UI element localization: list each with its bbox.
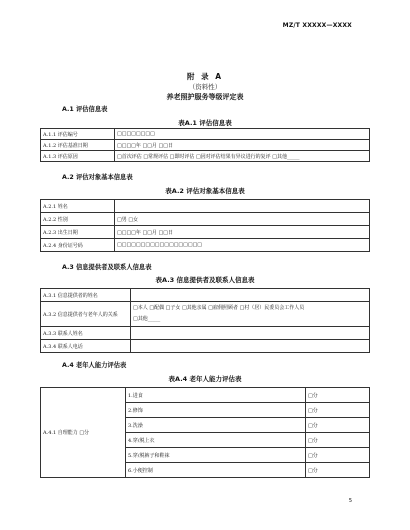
table-cell-label: A.1.2 评估基准日期 xyxy=(41,140,115,151)
annex-name: 养老照护服务等级评定表 xyxy=(166,93,244,101)
table-cell-label: A.1.3 评估原因 xyxy=(41,151,115,162)
table-cell-value[interactable]: □□□□□□□□□□□□□□□□□□ xyxy=(115,239,370,252)
table-a1 xyxy=(40,128,370,162)
annex-note: （资料性） xyxy=(188,83,222,91)
table-a3 xyxy=(40,288,370,353)
section-a1-heading: A.1 评估信息表 xyxy=(62,106,108,113)
table-cell-value[interactable] xyxy=(131,327,370,340)
table-row xyxy=(41,327,370,340)
table-a4-caption: 表A.4 老年人能力评估表 xyxy=(168,375,242,383)
table-cell-label: A.3.1 信息提供者的姓名 xyxy=(41,289,131,302)
page-number: 5 xyxy=(348,498,352,504)
table-cell-label: A.3.3 联系人姓名 xyxy=(41,327,131,340)
table-row xyxy=(41,140,370,151)
table-cell-score[interactable]: □分 xyxy=(306,448,370,463)
table-cell-label: A.2.1 姓名 xyxy=(41,200,115,213)
table-row xyxy=(41,340,370,353)
table-a1-caption: 表A.1 评估信息表 xyxy=(178,119,232,127)
table-row xyxy=(41,239,370,252)
table-cell-label: A.2.3 出生日期 xyxy=(41,226,115,239)
table-cell-value[interactable]: □□□□年 □□月 □□日 xyxy=(115,226,370,239)
table-cell-score[interactable]: □分 xyxy=(306,388,370,403)
table-cell-score[interactable]: □分 xyxy=(306,433,370,448)
table-row xyxy=(41,289,370,302)
table-cell-label: A.1.1 评估编号 xyxy=(41,129,115,140)
table-row xyxy=(41,388,370,403)
table-cell-item: 4.穿/脱上衣 xyxy=(126,433,306,448)
relation-options: □本人 □配偶 □子女 □其他亲属 □雇佣照顾者 □村（居）民委员会工作人员 xyxy=(133,305,305,311)
table-row xyxy=(41,226,370,239)
table-cell-value[interactable] xyxy=(131,340,370,353)
standard-code: MZ/T XXXXX—XXXX xyxy=(282,22,352,29)
annex-title: 附 录 A xyxy=(186,72,224,81)
table-row xyxy=(41,151,370,162)
table-a2-caption: 表A.2 评估对象基本信息表 xyxy=(165,187,245,195)
table-cell-item: 5.穿/脱裤子和鞋袜 xyxy=(126,448,306,463)
table-cell-value[interactable]: □□□□年 □□月 □□日 xyxy=(115,140,370,151)
table-cell-value[interactable] xyxy=(131,302,370,327)
table-row xyxy=(41,213,370,226)
table-row xyxy=(41,200,370,213)
table-cell-score[interactable]: □分 xyxy=(306,463,370,478)
table-a2 xyxy=(40,199,370,252)
table-cell-item: 6.小便控制 xyxy=(126,463,306,478)
section-a2-heading: A.2 评估对象基本信息表 xyxy=(62,174,133,181)
table-cell-score[interactable]: □分 xyxy=(306,418,370,433)
table-cell-value[interactable] xyxy=(131,289,370,302)
table-cell-label: A.2.2 性别 xyxy=(41,213,115,226)
table-cell-item: 1.进食 xyxy=(126,388,306,403)
table-cell-value[interactable]: □□□□□□□□ xyxy=(115,129,370,140)
table-cell-item: 2.修饰 xyxy=(126,403,306,418)
relation-other: □其他_____ xyxy=(133,316,161,322)
table-cell-label: A.3.2 信息提供者与老年人的关系 xyxy=(41,302,131,327)
table-cell-group: A.4.1 自理能力 □分 xyxy=(41,388,126,478)
table-cell-value[interactable] xyxy=(115,200,370,213)
table-a3-caption: 表A.3 信息提供者及联系人信息表 xyxy=(155,276,255,284)
table-cell-value[interactable]: □首次评估 □常规评估 □即时评估 □因对评估结果有异议进行的复评 □其他_____ xyxy=(115,151,370,162)
table-cell-label: A.3.4 联系人电话 xyxy=(41,340,131,353)
section-a3-heading: A.3 信息提供者及联系人信息表 xyxy=(62,264,152,271)
section-a4-heading: A.4 老年人能力评估表 xyxy=(62,362,127,369)
table-a4 xyxy=(40,387,370,478)
table-cell-score[interactable]: □分 xyxy=(306,403,370,418)
table-cell-label: A.2.4 身份证号码 xyxy=(41,239,115,252)
table-cell-value[interactable]: □男 □女 xyxy=(115,213,370,226)
table-row xyxy=(41,302,370,327)
table-cell-item: 3.洗澡 xyxy=(126,418,306,433)
table-row xyxy=(41,129,370,140)
